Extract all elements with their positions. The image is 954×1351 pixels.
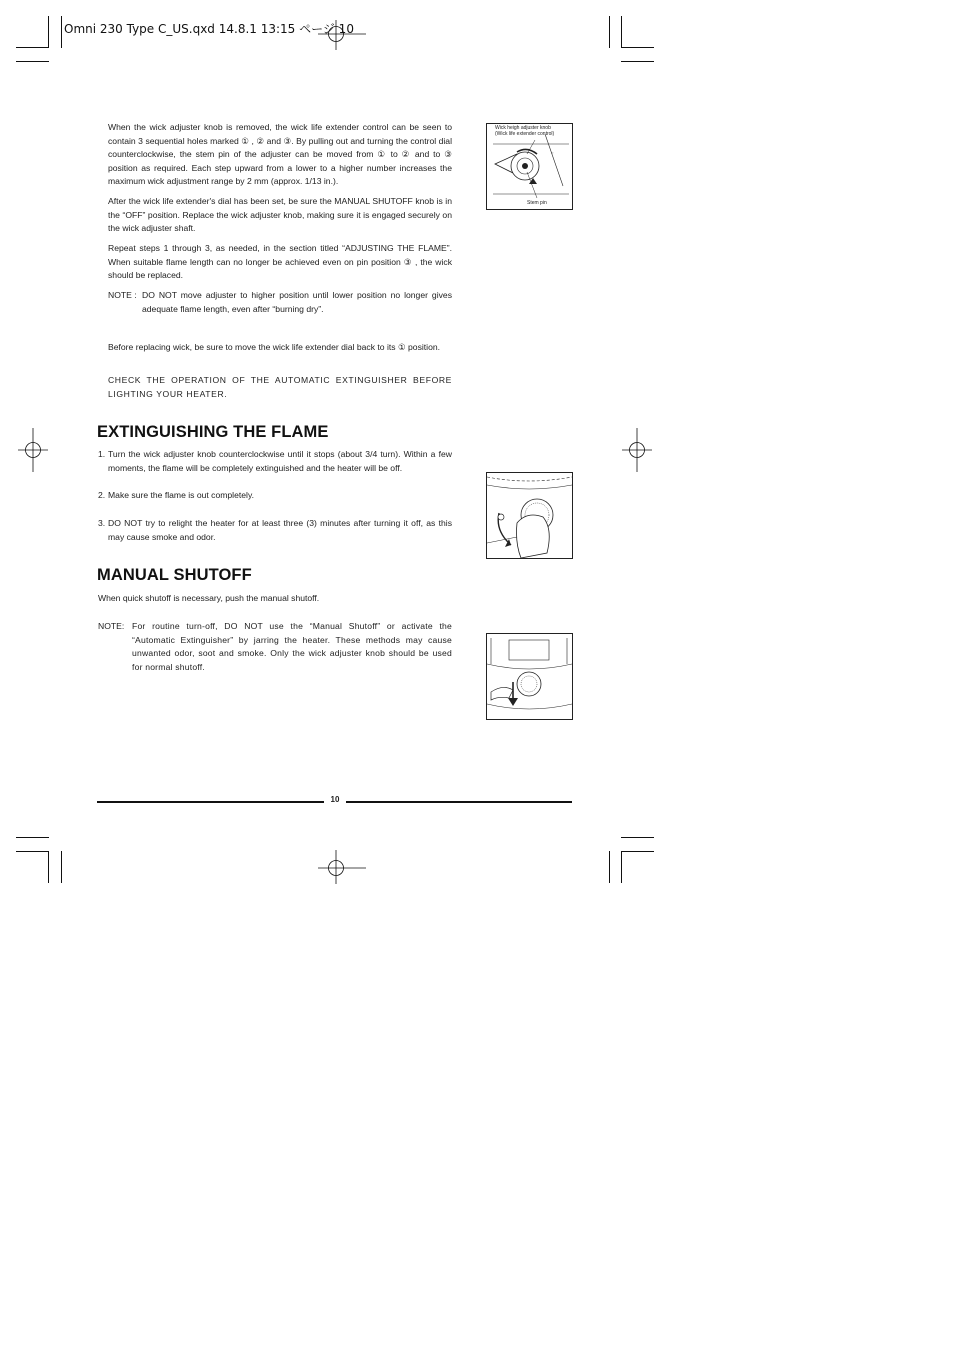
extinguish-step [98, 517, 452, 544]
wick-extender-figure [486, 123, 573, 210]
registration-mark [622, 428, 652, 472]
step-text: DO NOT try to relight the heater for at least three (3) minutes after turning it off, as this may cause smoke and odor. [108, 518, 452, 542]
crop-mark [61, 16, 62, 48]
registration-mark [318, 850, 368, 884]
crop-mark [621, 837, 654, 838]
manual-shutoff-drawing [487, 634, 572, 719]
crop-mark [621, 47, 654, 48]
crop-mark [621, 851, 654, 852]
crop-mark [621, 851, 622, 883]
note-text: DO NOT move adjuster to higher position until lower position no longer gives adequate flame length, even after “burning dry”. [142, 290, 452, 314]
turn-knob-figure [486, 472, 573, 559]
svg-text:○: ○ [551, 150, 554, 155]
turn-knob-drawing [487, 473, 572, 558]
footer-rule-left [97, 801, 324, 803]
manual-shutoff-figure [486, 633, 573, 720]
crop-mark [48, 16, 49, 48]
step-text: Make sure the flame is out completely. [108, 490, 254, 500]
wick-extender-drawing [487, 124, 572, 209]
crop-mark [16, 837, 49, 838]
note-text: For routine turn-off, DO NOT use the “Manual Shutoff” or activate the “Automatic Extinguisher” by jarring the heater. These methods may cause unwanted odor, soot and smoke. Only the wick adjuster knob should be used for normal shutoff. [132, 621, 452, 672]
crop-mark [16, 851, 49, 852]
crop-mark [621, 61, 654, 62]
extinguishing-heading: EXTINGUISHING THE FLAME [97, 423, 329, 441]
file-slug: Omni 230 Type C_US.qxd 14.8.1 13:15 ページ 10 [64, 22, 354, 36]
figure-label-knob: Wick heigh adjuster knob (Wick life extender control) [495, 125, 555, 137]
manual-shutoff-intro: When quick shutoff is necessary, push the manual shutoff. [98, 593, 320, 603]
step-number: 1. [98, 449, 106, 459]
intro-paragraph: When the wick adjuster knob is removed, the wick life extender control can be seen to contain 3 sequential holes marked ① , ② and ③. By pulling out and turning the control dial counterclockwise, the stem pin of the adjuster can be moved from ① to ② and to ③ position as required. Each step upward from a lower to a higher number increases the maximum wick adjustment range by 2 mm (approx. 1/13 in.). [108, 122, 452, 187]
crop-mark [621, 16, 622, 48]
crop-mark [609, 851, 610, 883]
intro-paragraph: Repeat steps 1 through 3, as needed, in the section titled “ADJUSTING THE FLAME”. When suitable flame length can no longer be achieved even on pin position ③ , the wick should be replaced. [108, 243, 452, 281]
extinguish-step [98, 489, 452, 503]
check-extinguisher-paragraph: CHECK THE OPERATION OF THE AUTOMATIC EXTINGUISHER BEFORE LIGHTING YOUR HEATER. [108, 375, 452, 399]
manual-shutoff-heading: MANUAL SHUTOFF [97, 566, 252, 584]
extinguish-step [98, 448, 452, 475]
intro-paragraph: After the wick life extender's dial has been set, be sure the MANUAL SHUTOFF knob is in the “OFF” position. Replace the wick adjuster knob, making sure it is engaged securely on the wick adjuster shaft. [108, 196, 452, 234]
figure-label-stem-pin: Stem pin [527, 200, 547, 206]
crop-mark [16, 47, 49, 48]
registration-mark [18, 428, 48, 472]
note-label: NOTE : [108, 290, 137, 300]
footer-rule-right [346, 801, 572, 803]
note-label: NOTE: [98, 621, 125, 631]
crop-mark [48, 851, 49, 883]
note-block [108, 289, 452, 316]
crop-mark [16, 61, 49, 62]
step-number: 3. [98, 518, 106, 528]
step-text: Turn the wick adjuster knob counterclockwise until it stops (about 3/4 turn). Within a few moments, the flame will be completely extinguished and the heater will be off. [108, 449, 452, 473]
page-number: 10 [330, 795, 340, 804]
step-number: 2. [98, 490, 106, 500]
manual-shutoff-note [98, 620, 452, 674]
crop-mark [609, 16, 610, 48]
replace-wick-paragraph: Before replacing wick, be sure to move the wick life extender dial back to its ① position. [108, 342, 441, 352]
crop-mark [61, 851, 62, 883]
